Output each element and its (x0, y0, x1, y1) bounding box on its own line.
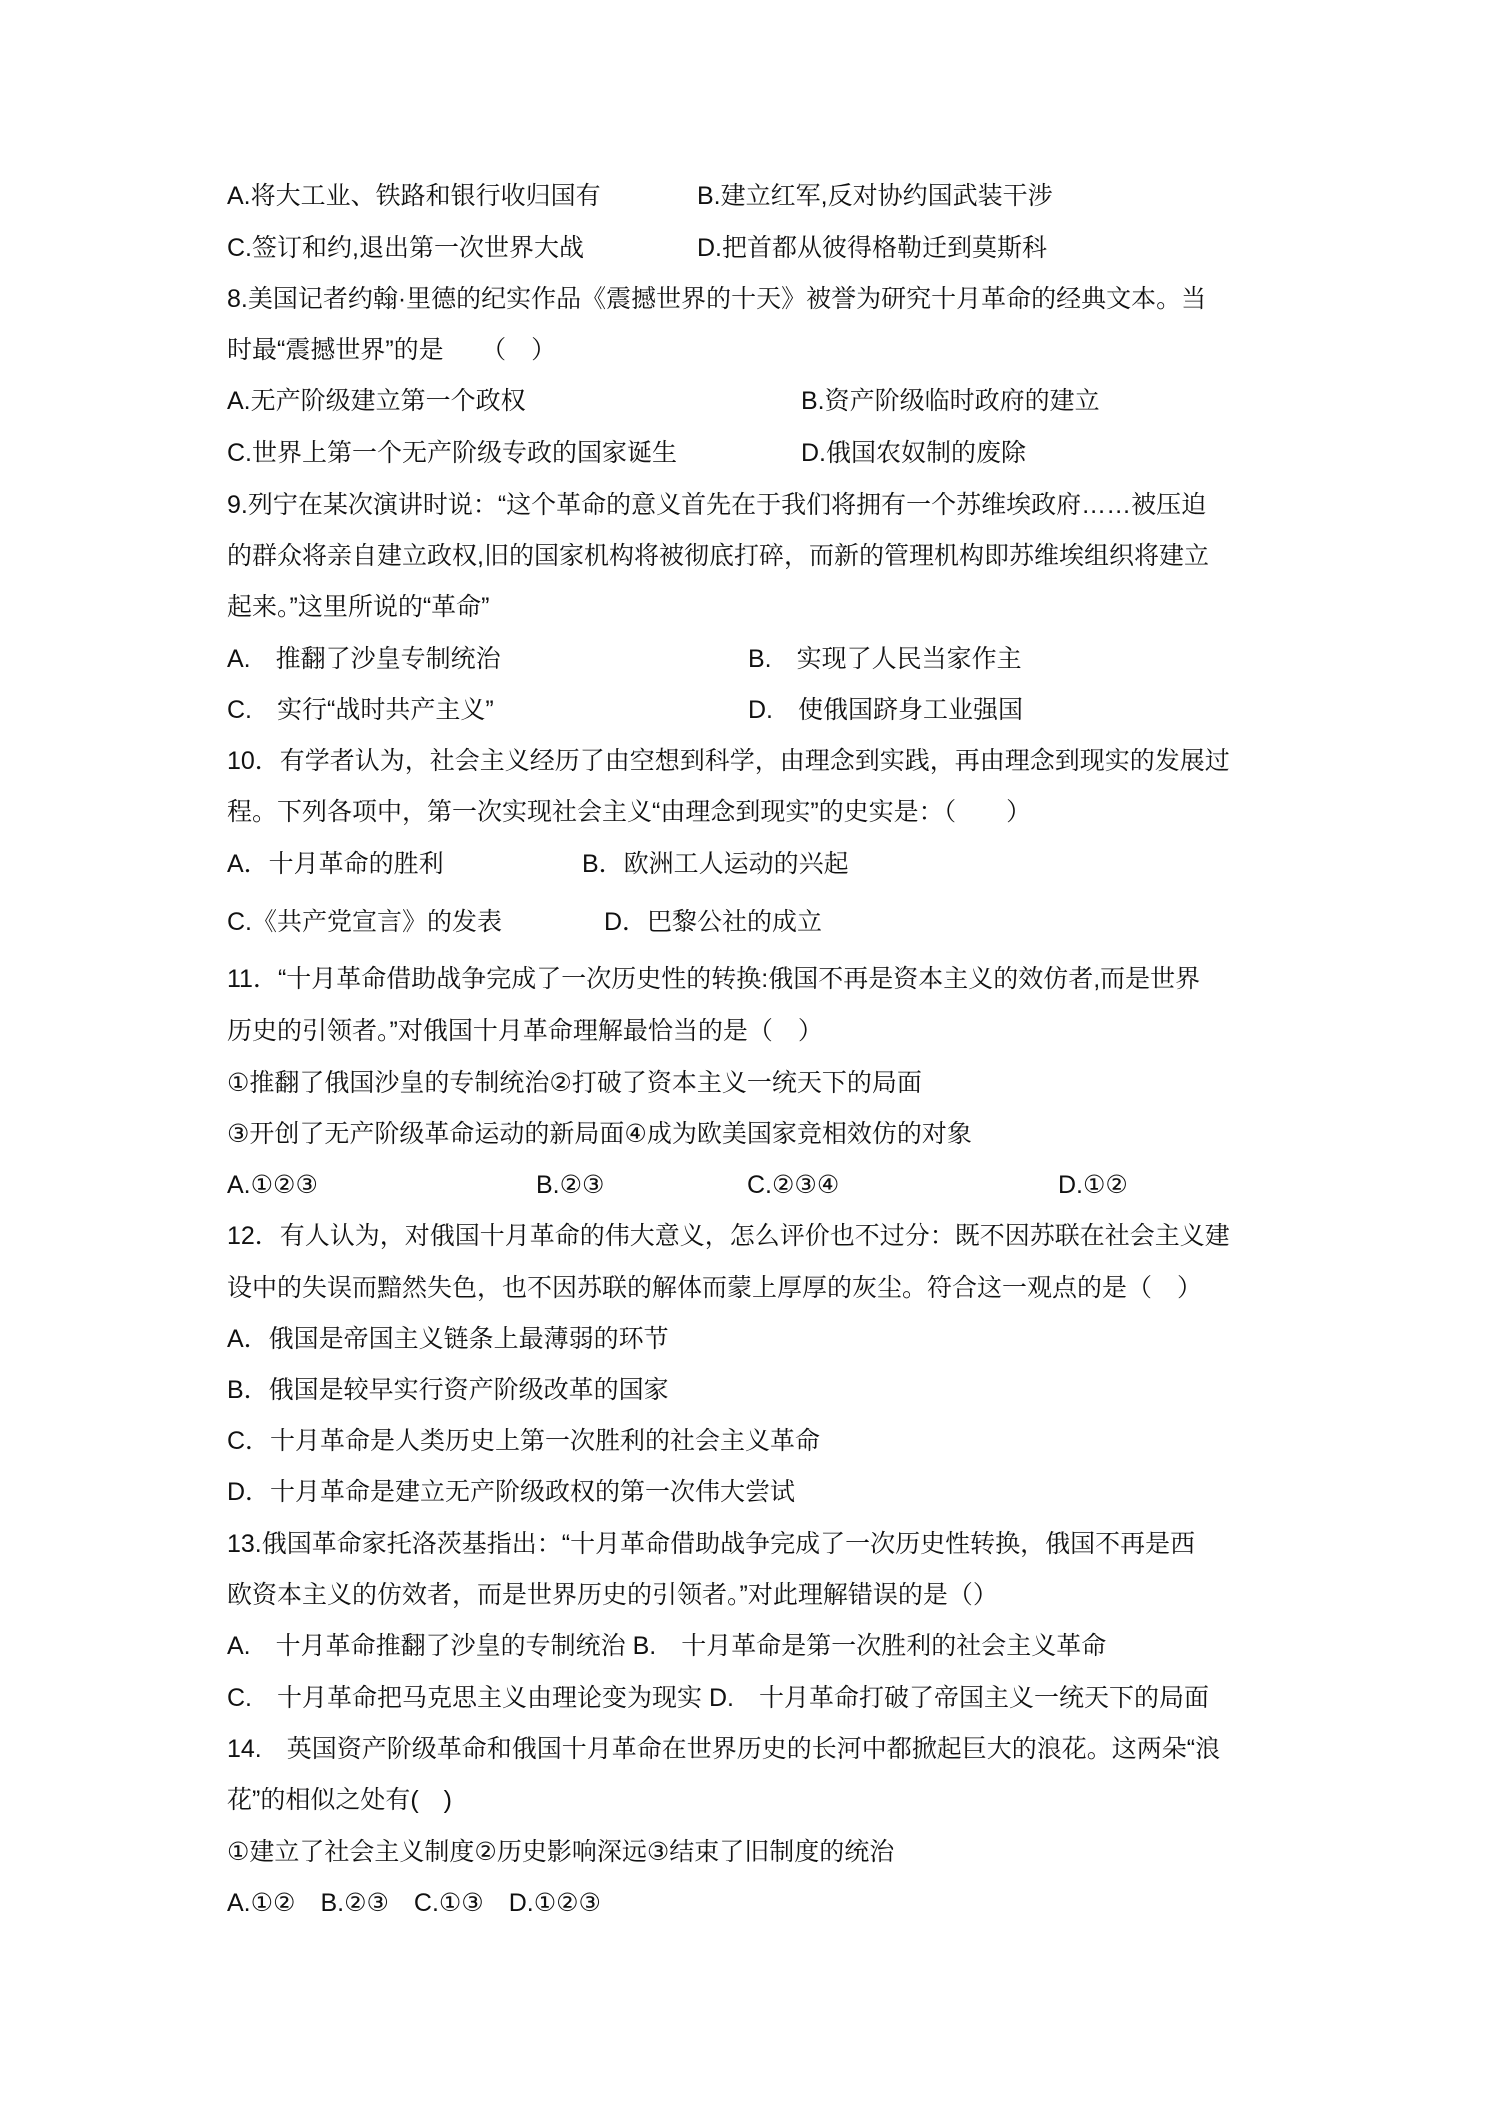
q11-option-c: C.②③④ (747, 1171, 840, 1199)
q12-option-c: C．十月革命是人类历史上第一次胜利的社会主义革命 (227, 1427, 821, 1455)
q13-stem-line-1: 13.俄国革命家托洛茨基指出：“十月革命借助战争完成了一次历史性转换，俄国不再是西 (227, 1530, 1196, 1558)
q14-stem-line-1: 14. 英国资产阶级革命和俄国十月革命在世界历史的长河中都掀起巨大的浪花。这两朵“浪 (227, 1735, 1221, 1763)
q7-option-a: A.将大工业、铁路和银行收归国有 (227, 182, 601, 210)
q8-option-c: C.世界上第一个无产阶级专政的国家诞生 (227, 439, 678, 467)
q7-option-b: B.建立红军,反对协约国武装干涉 (697, 182, 1053, 210)
q10-stem-line-2: 程。下列各项中，第一次实现社会主义“由理念到现实”的史实是：（ ） (227, 798, 1032, 826)
q11-stem-line-2: 历史的引领者。”对俄国十月革命理解最恰当的是（ ） (227, 1017, 823, 1045)
q11-option-a: A.①②③ (227, 1171, 318, 1199)
q14-items: ①建立了社会主义制度②历史影响深远③结束了旧制度的统治 (227, 1838, 895, 1866)
q9-option-a: A. 推翻了沙皇专制统治 (227, 645, 501, 673)
q14-stem-line-2: 花”的相似之处有( ) (227, 1786, 452, 1814)
q11-item-line-2: ③开创了无产阶级革命运动的新局面④成为欧美国家竞相效仿的对象 (227, 1120, 972, 1148)
q10-stem-line-1: 10．有学者认为，社会主义经历了由空想到科学，由理念到实践，再由理念到现实的发展过 (227, 747, 1230, 775)
q12-option-a: A．俄国是帝国主义链条上最薄弱的环节 (227, 1325, 669, 1353)
q12-option-b: B．俄国是较早实行资产阶级改革的国家 (227, 1376, 669, 1404)
q12-option-d: D．十月革命是建立无产阶级政权的第一次伟大尝试 (227, 1478, 796, 1506)
q12-stem-line-2: 设中的失误而黯然失色，也不因苏联的解体而蒙上厚厚的灰尘。符合这一观点的是（ ） (227, 1274, 1203, 1302)
q13-stem-line-2: 欧资本主义的仿效者，而是世界历史的引领者。”对此理解错误的是（） (227, 1581, 998, 1609)
q11-stem-line-1: 11．“十月革命借助战争完成了一次历史性的转换:俄国不再是资本主义的效仿者,而是世界 (227, 965, 1201, 993)
q12-stem-line-1: 12．有人认为，对俄国十月革命的伟大意义，怎么评价也不过分：既不因苏联在社会主义建 (227, 1222, 1230, 1250)
q10-option-b: B．欧洲工人运动的兴起 (582, 850, 849, 878)
q11-option-b: B.②③ (536, 1171, 605, 1199)
q8-option-d: D.俄国农奴制的废除 (801, 439, 1027, 467)
q8-stem-line-2: 时最“震撼世界”的是 （ ） (227, 336, 557, 364)
q13-options-cd: C. 十月革命把马克思主义由理论变为现实 D. 十月革命打破了帝国主义一统天下的局面 (227, 1684, 1209, 1712)
q8-option-b: B.资产阶级临时政府的建立 (801, 387, 1100, 415)
q7-option-c: C.签订和约,退出第一次世界大战 (227, 234, 584, 262)
q9-option-c: C. 实行“战时共产主义” (227, 696, 494, 724)
q9-stem-line-1: 9.列宁在某次演讲时说：“这个革命的意义首先在于我们将拥有一个苏维埃政府……被压迫 (227, 491, 1207, 519)
q7-option-d: D.把首都从彼得格勒迁到莫斯科 (697, 234, 1048, 262)
q10-option-a: A．十月革命的胜利 (227, 850, 444, 878)
q9-option-b: B. 实现了人民当家作主 (748, 645, 1022, 673)
q10-option-d: D．巴黎公社的成立 (604, 908, 823, 936)
q11-item-line-1: ①推翻了俄国沙皇的专制统治②打破了资本主义一统天下的局面 (227, 1069, 922, 1097)
q9-stem-line-2: 的群众将亲自建立政权,旧的国家机构将被彻底打碎，而新的管理机构即苏维埃组织将建立 (227, 542, 1209, 570)
q8-stem-line-1: 8.美国记者约翰·里德的纪实作品《震撼世界的十天》被誉为研究十月革命的经典文本。当 (227, 285, 1207, 313)
q10-option-c: C.《共产党宣言》的发表 (227, 908, 503, 936)
q14-options: A.①② B.②③ C.①③ D.①②③ (227, 1889, 601, 1917)
q11-option-d: D.①② (1058, 1171, 1128, 1199)
q9-option-d: D. 使俄国跻身工业强国 (748, 696, 1024, 724)
q9-stem-line-3: 起来。”这里所说的“革命” (227, 593, 490, 621)
q8-option-a: A.无产阶级建立第一个政权 (227, 387, 526, 415)
q13-options-ab: A. 十月革命推翻了沙皇的专制统治 B. 十月革命是第一次胜利的社会主义革命 (227, 1632, 1107, 1660)
